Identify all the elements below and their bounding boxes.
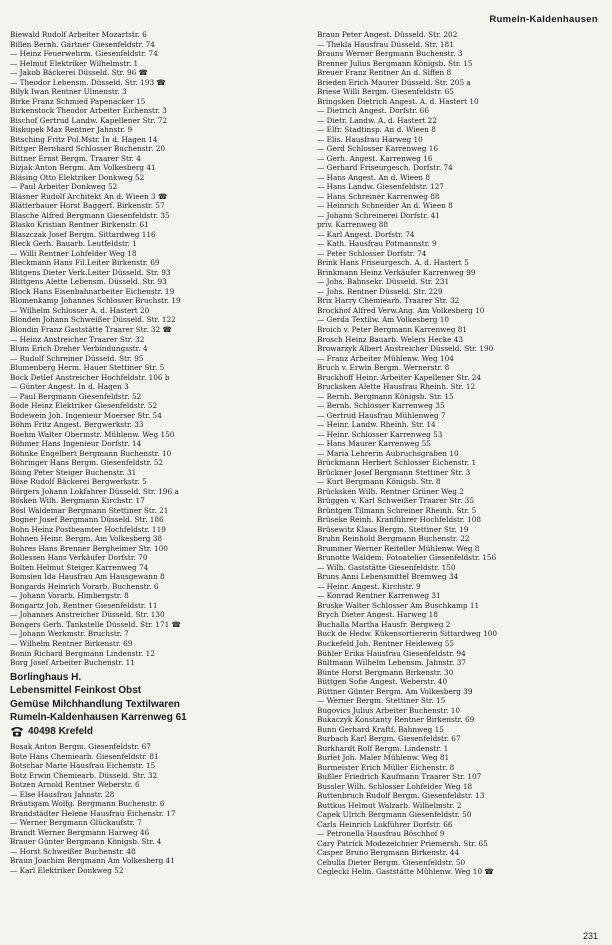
directory-entry: Bongartz Joh. Rentner Giesenfeldstr. 11 xyxy=(10,600,158,610)
directory-entry: Bongers Gerh. Tankstelle Düsseld. Str. 171 ☎ xyxy=(10,619,181,629)
directory-entry: Bohn Heinz Postbeamter Hochfeldstr. 119 xyxy=(10,524,166,534)
directory-entry: Brauer Günter Bergmann Königsb. Str. 4 xyxy=(10,837,162,847)
directory-entry: — Jakob Bäckerei Düsseld. Str. 96 ☎ xyxy=(10,68,148,78)
directory-entry: — Werner Bergm. Stettiner Str. 15 xyxy=(317,696,446,706)
directory-entry: — Maria Lehrerin Aubruchsgraben 10 xyxy=(317,448,459,458)
directory-entry: Bültmann Wilhelm Lebensm. Jahnstr. 37 xyxy=(317,658,467,668)
directory-entry: Brych Dieter Angest. Harweg 18 xyxy=(317,610,438,620)
directory-entry: — Johs. Rentner Düsseld. Str. 229 xyxy=(317,286,443,296)
directory-entry: Brockhof Alfred Verw.Ang. Am Volkesberg 10 xyxy=(317,305,485,315)
directory-entry: Bolten Helmut Steiger Karrenweg 74 xyxy=(10,562,149,572)
right-entries xyxy=(317,30,605,877)
directory-entry: — Hans Angest. An d. Wieen 8 xyxy=(317,172,430,182)
directory-entry: Bomsien Ida Hausfrau Am Hausgewann 8 xyxy=(10,572,165,582)
directory-entry: Bogner Josef Bergmann Düsseld. Str. 186 xyxy=(10,515,164,525)
directory-entry: Bitsching Fritz Pol.Mstr. In d. Hagen 14 xyxy=(10,134,158,144)
directory-entry: Bussler Wilh. Schlosser Lohfelder Weg 18 xyxy=(317,781,473,791)
directory-entry: Bohnen Heinr. Bergm. Am Volkesberg 38 xyxy=(10,534,163,544)
directory-entry: Block Hans Eisenbahnarbeiter Eichenstr. 19 xyxy=(10,286,175,296)
directory-entry: Birkenstock Theodor Arbeiter Eichenstr. 3 xyxy=(10,106,167,116)
directory-entry: — Gerh. Angest. Karrenweg 16 xyxy=(317,153,433,163)
page-header: Rumeln-Kaldenhausen xyxy=(489,14,598,25)
directory-entry: — Johann Schreinerei Dorfstr. 41 xyxy=(317,210,440,220)
left-entries-after-ad xyxy=(10,742,305,875)
directory-entry: Bräutigam Wolfg. Bergmann Buchenstr. 6 xyxy=(10,799,165,809)
directory-entry: — Elis. Hausfrau Harweg 10 xyxy=(317,134,423,144)
directory-entry: Böhringer Hans Bergm. Giesenfeldstr. 52 xyxy=(10,458,164,468)
directory-entry: — Dietr. Landw. A. d. Hastert 22 xyxy=(317,115,437,125)
telephone-icon xyxy=(10,726,24,737)
page-number: 231 xyxy=(582,931,598,941)
directory-entry: Blomenkamp Johannes Schlosser Bruchstr. 19 xyxy=(10,296,181,306)
directory-entry: — Heinr. Schlosser Karrenweg 53 xyxy=(317,429,443,439)
directory-entry: Botschar Marie Hausfrau Eichenstr. 15 xyxy=(10,761,156,771)
directory-entry: Böing Peter Steiger Buchenstr. 31 xyxy=(10,467,137,477)
directory-entry: — Wilhelm Schlosser A. d. Hastert 20 xyxy=(10,305,150,315)
directory-entry: Bote Hans Chemiearb. Giesenfeldstr. 81 xyxy=(10,751,159,761)
directory-entry: Breuer Franz Rentner An d. Siffen 8 xyxy=(317,68,452,78)
directory-entry: Billen Bernh. Gärtner Giesenfeldstr. 74 xyxy=(10,39,155,49)
directory-entry: Büttner Günter Bergm. Am Volkesberg 39 xyxy=(317,686,473,696)
directory-entry: Brüseke Reinh. Kranführer Hochfeldstr. 108 xyxy=(317,515,482,525)
directory-entry: Carls Heinrich Lokführer Dorfstr. 66 xyxy=(317,819,453,829)
directory-entry: Blum Erich Dreher Verbindungsstr. 4 xyxy=(10,344,148,354)
directory-entry: Botzen Arnold Rentner Weberstr. 6 xyxy=(10,780,140,790)
directory-entry: Brandt Werner Bergmann Harweg 46 xyxy=(10,827,150,837)
directory-entry: Brückmann Herbert Schlosser Eichenstr. 1 xyxy=(317,458,477,468)
directory-entry: — Thekla Hausfrau Düsseld. Str. 181 xyxy=(317,39,454,49)
directory-entry: — Kurt Bergmann Königsb. Str. 8 xyxy=(317,477,441,487)
directory-entry: Bruckhoff Heinr. Arbeiter Kapellener Str. 24 xyxy=(317,372,481,382)
directory-entry: Briese Willi Bergm. Giesenfeldstr. 65 xyxy=(317,87,454,97)
directory-entry: — Hans Maurer Karrenweg 55 xyxy=(317,439,431,449)
directory-entry: Blondin Franz Gaststätte Traarer Str. 32 ☎ xyxy=(10,324,172,334)
directory-entry: Blitgens Dieter Verk.Leiter Düsseld. Str. 93 xyxy=(10,267,171,277)
directory-entry: Burkhardt Rolf Bergm. Lindenstr. 1 xyxy=(317,743,449,753)
directory-entry: Burmeister Erich Müller Eichenstr. 8 xyxy=(317,762,455,772)
directory-entry: Bruhn Reinhold Bergmann Buchenstr. 22 xyxy=(317,534,470,544)
directory-entry: Bringsken Dietrich Angest. A. d. Hastert 10 xyxy=(317,96,479,106)
directory-entry: Borg Josef Arbeiter Buchenstr. 11 xyxy=(10,658,135,668)
directory-entry: — Heinrich Schneider An d. Wieen 8 xyxy=(317,201,453,211)
directory-entry: Böhmer Hans Ingenieur Dorfstr. 14 xyxy=(10,439,142,449)
directory-entry: Brückner Josef Bergmann Stettiner Str. 3 xyxy=(317,467,471,477)
directory-entry: Bittger Bernhard Schlosser Buchenstr. 20 xyxy=(10,144,166,154)
directory-entry: Böhnke Engelbert Bergmann Buchenstr. 10 xyxy=(10,448,172,458)
directory-entry: Broich v. Peter Bergmann Karrenweg 81 xyxy=(317,324,467,334)
directory-entry: Browarzyk Albert Anstreicher Düsseld. Str. 190 xyxy=(317,344,494,354)
directory-entry: Bühler Erika Hausfrau Giesenfeldstr. 94 xyxy=(317,648,466,658)
ad-line: Lebensmittel Feinkost Obst xyxy=(10,685,142,697)
directory-entry: — Hans Landw. Giesenfeldstr. 127 xyxy=(317,182,444,192)
directory-entry: Buttkus Helmut Walzarb. Wilhelmstr. 2 xyxy=(317,800,462,810)
directory-entry: Birke Franz Schmied Papenacker 15 xyxy=(10,96,146,106)
directory-entry: Blonden Johann Schweißer Düsseld. Str. 122 xyxy=(10,315,176,325)
directory-entry: — Heinz Anstreicher Traarer Str. 32 xyxy=(10,334,145,344)
directory-entry: Bugovics Julius Arbeiter Buchenstr. 10 xyxy=(317,705,461,715)
directory-entry: — Johann Vorarb. Himbergstr. 8 xyxy=(10,591,129,601)
directory-entry: Brunotte Waldem. Fotoatelier Giesenfeldstr. 156 xyxy=(317,553,497,563)
directory-entry: Brosch Heinz Bauarb. Welers Hecke 43 xyxy=(317,334,464,344)
directory-entry: — Theodor Lebensm. Düsseld. Str. 193 ☎ xyxy=(10,77,166,87)
directory-entry: — Wilh. Gaststätte Giesenfeldstr. 150 xyxy=(317,562,456,572)
directory-entry: Börgers Johann Lokfahrer Düsseld. Str. 196 a xyxy=(10,486,179,496)
directory-entry: — Konrad Rentner Karrenweg 31 xyxy=(317,591,441,601)
directory-entry: Blätterbauer Horst Baggerf. Birkenstr. 57 xyxy=(10,201,165,211)
ad-phone-line xyxy=(10,725,305,739)
directory-entry: Blumenberg Herm. Hauer Stettiner Str. 5 xyxy=(10,363,165,373)
directory-entry: — Heinr. Landw. Rheinh. Str. 14 xyxy=(317,420,436,430)
left-column xyxy=(10,30,305,875)
ad-phone-number: 40498 Krefeld xyxy=(28,725,94,737)
directory-entry: Bruns Anni Lebensmittel Bremweg 34 xyxy=(317,572,459,582)
right-column xyxy=(317,30,605,877)
directory-entry: Bußler Friedrich Kaufmann Traarer Str. 107 xyxy=(317,772,482,782)
directory-entry: Böhm Fritz Angest. Bergwerkstr. 33 xyxy=(10,420,144,430)
directory-entry: Biewald Rudolf Arbeiter Mozartstr. 6 xyxy=(10,30,147,39)
directory-entry: — Karl Angest. Dorfstr. 74 xyxy=(317,229,415,239)
directory-entry: Blasche Alfred Bergmann Giesenfeldstr. 35 xyxy=(10,210,170,220)
directory-entry: — Dietrich Angest. Dorfstr. 66 xyxy=(317,106,429,116)
directory-entry: — Günter Angest. In d. Hagen 3 xyxy=(10,382,129,392)
directory-entry: Braun Joachim Bergmann Am Volkesberg 41 xyxy=(10,856,175,866)
directory-entry: Biskupek Max Rentner Jahnstr. 9 xyxy=(10,125,133,135)
directory-entry: Bongards Heinrich Vorarb. Buchenstr. 6 xyxy=(10,581,159,591)
directory-entry: Bleck Gerh. Bauarb. Leutfeldstr. 1 xyxy=(10,239,137,249)
directory-entry: Brucksken Alette Hausfrau Rheinh. Str. 12 xyxy=(317,382,476,392)
directory-entry: Botz Erwin Chemiearb. Düsseld. Str. 32 xyxy=(10,770,158,780)
directory-entry: — Franz Arbeiter Mühlenw. Weg 104 xyxy=(317,353,454,363)
directory-entry: Bode Heinz Elektriker Giesenfeldstr. 52 xyxy=(10,401,158,411)
directory-entry: Bischof Gertrud Landw. Kapellener Str. 72 xyxy=(10,115,168,125)
directory-entry: Brücksken Wilh. Rentner Grüner Weg 2 xyxy=(317,486,464,496)
directory-entry: — Willi Rentner Lohfelder Weg 18 xyxy=(10,248,137,258)
directory-entry: Bösl Waldemar Bergmann Stettiner Str. 21 xyxy=(10,505,169,515)
directory-entry: — Karl Elektriker Donkweg 52 xyxy=(10,865,124,875)
directory-entry: — Heinr. Angest. Kirchstr. 9 xyxy=(317,581,421,591)
directory-entry: — Else Hausfrau Jahnstr. 28 xyxy=(10,789,115,799)
directory-entry: Cary Patrick Modezeichner Priemersh. Str. 65 xyxy=(317,838,488,848)
directory-entry: Bollessen Hans Verkäufer Dorfstr. 70 xyxy=(10,553,148,563)
directory-entry: — Petronella Hausfrau Böschhof 9 xyxy=(317,829,445,839)
directory-entry: — Gerd Schlosser Karrenweg 16 xyxy=(317,144,439,154)
directory-entry: Boehm Walter Obermstr. Mühlenw. Weg 150 xyxy=(10,429,175,439)
directory-entry: — Gertrud Hausfrau Mühlenweg 7 xyxy=(317,410,446,420)
directory-entry: — Johs. Bahnsekr. Düsseld. Str. 231 xyxy=(317,277,450,287)
directory-entry: Bittner Ernst Bergm. Traarer Str. 4 xyxy=(10,153,141,163)
directory-entry: — Werner Bergmann Glückaufstr. 7 xyxy=(10,818,142,828)
advertisement-block xyxy=(10,668,305,743)
directory-entry: Brenner Julius Bergmann Königsb. Str. 15 xyxy=(317,58,473,68)
directory-entry: Bünte Horst Bergmann Birkenstr. 30 xyxy=(317,667,454,677)
directory-entry: — Gerhard Friseurgesch. Dorfstr. 74 xyxy=(317,163,453,173)
directory-entry: Brieden Erich Maurer Düsseld. Str. 205 a xyxy=(317,77,471,87)
directory-entry: Bonin Richard Bergmann Lindenstr. 12 xyxy=(10,648,155,658)
directory-entry: Buttenbruch Rudolf Bergm. Giesenfeldstr. 13 xyxy=(317,791,485,801)
directory-entry: — Rudolf Schreiner Düsseld. Str. 95 xyxy=(10,353,144,363)
directory-entry: Burbach Karl Bergm. Giesenfeldstr. 67 xyxy=(317,734,461,744)
directory-entry: Brandstädter Helene Hausfrau Eichenstr. 17 xyxy=(10,808,176,818)
directory-entry: Büttgen Sofie Angest. Weberstr. 40 xyxy=(317,677,448,687)
directory-entry: Bock Detlef Anstreicher Hochfeldstr. 106 b xyxy=(10,372,170,382)
directory-entry: Bukaczyk Konstanty Rentner Birkenstr. 69 xyxy=(317,715,475,725)
directory-entry: Brüntgen Tilmann Schreiner Rheinh. Str. 5 xyxy=(317,505,477,515)
directory-entry: — Paul Arbeiter Donkweg 52 xyxy=(10,182,118,192)
directory-entry: Braun Peter Angest. Düsseld. Str. 202 xyxy=(317,30,458,39)
directory-entry: Bösken Wilh. Bergmann Kirchstr. 17 xyxy=(10,496,145,506)
directory-entry: Blasko Kristian Rentner Birkenstr. 61 xyxy=(10,220,149,230)
directory-entry: Bilyk Iwan Rentner Ulmenstr. 3 xyxy=(10,87,127,97)
directory-entry: Bizjak Anton Bergm. Am Volkesberg 41 xyxy=(10,163,156,173)
directory-entry: Blaszczak Josef Bergm. Sittardweg 116 xyxy=(10,229,156,239)
directory-entry: — Helmut Elektriker Wilhelmstr. 1 xyxy=(10,58,139,68)
directory-entry: Buckefeld Joh. Rentner Heideweg 55 xyxy=(317,639,455,648)
directory-entry: Brüsewitz Klaus Bergm. Stettiner Str. 19 xyxy=(317,524,469,534)
directory-entry: — Elfr. Stadtinsp. An d. Wieen 8 xyxy=(317,125,436,135)
directory-entry: Bohres Hans Brenner Bergheimer Str. 100 xyxy=(10,543,168,553)
directory-entry: Brummer Werner Reiteller Mühlenw. Weg 8 xyxy=(317,543,480,553)
directory-entry: Bläsner Rudolf Architekt An d. Wieen 3 ☎ xyxy=(10,191,168,201)
directory-entry: Blittgens Alette Lebensm. Düsseld. Str. 93 xyxy=(10,277,167,287)
directory-entry: — Kath. Hausfrau Potmannstr. 9 xyxy=(317,239,437,249)
directory-entry: Brinkmann Heinz Verkäufer Karrenweg 99 xyxy=(317,267,476,277)
directory-entry: Cebulla Dieter Bergm. Giesenfeldstr. 50 xyxy=(317,857,466,867)
directory-entry: Ceglecki Helm. Gaststätte Mühlenw. Weg 10 ☎ xyxy=(317,867,494,877)
directory-entry: Brink Hans Friseurgesch. A. d. Hastert 5 xyxy=(317,258,469,268)
directory-entry: Bleckmann Hans Fil.Leiter Birkenstr. 69 xyxy=(10,258,160,268)
directory-entry: — Johann Werkmstr. Bruchstr. 7 xyxy=(10,629,129,639)
directory-entry: Brüggen v. Karl Schweißer Traarer Str. 35 xyxy=(317,496,474,506)
directory-entry: Bodewein Joh. Ingenieur Moerser Str. 54 xyxy=(10,410,162,420)
directory-entry: — Bernh. Bergmann Königsb. Str. 15 xyxy=(317,391,454,401)
directory-entry: — Hans Schreiner Karrenweg 88 xyxy=(317,191,440,201)
directory-entry: — Paul Bergmann Giesenfeldstr. 52 xyxy=(10,391,142,401)
directory-entry: Bunn Gerhard Kraftf. Bahnweg 15 xyxy=(317,724,444,734)
left-entries xyxy=(10,30,305,668)
directory-entry: Brauns Werner Bergmann Buchenstr. 3 xyxy=(317,49,463,59)
directory-entry: — Wilhelm Rentner Birkenstr. 69 xyxy=(10,639,133,648)
directory-entry: — Peter Schlosser Dorfstr. 74 xyxy=(317,248,427,258)
ad-line: Borlinghaus H. xyxy=(10,671,82,683)
directory-entry: Bruske Walter Schlosser Am Buschkamp 11 xyxy=(317,600,480,610)
directory-entry: priv. Karrenweg 88 xyxy=(317,220,389,230)
directory-entry: — Johannes Anstreicher Düsseld. Str. 130 xyxy=(10,610,165,620)
directory-entry: Bruch v. Erwin Bergm. Wernerstr. 8 xyxy=(317,363,450,373)
directory-entry: — Bernh. Schlosser Karrenweg 35 xyxy=(317,401,445,411)
directory-entry: — Horst Schweißer Buchenstr. 48 xyxy=(10,846,136,856)
directory-entry: Brix Harry Chemiearb. Traarer Str. 32 xyxy=(317,296,460,306)
directory-entry: Burlet Joh. Maler Mühlenw. Weg 81 xyxy=(317,753,450,763)
directory-entry: Casper Bruno Bergmann Birkenstr. 44 xyxy=(317,848,460,858)
ad-line: Gemüse Milchhandlung Textilwaren xyxy=(10,698,180,710)
directory-entry: Böse Rudolf Bäckerei Bergwerkstr. 5 xyxy=(10,477,147,487)
directory-entry: Bosak Anton Bergm. Giesenfeldstr. 67 xyxy=(10,742,151,752)
directory-entry: Buck de Hedw. Kükensortiererin Sittardweg 100 xyxy=(317,629,498,639)
ad-line: Rumeln-Kaldenhausen Karrenweg 61 xyxy=(10,712,187,724)
directory-entry: — Heinz Feuerwehrm. Giesenfeldstr. 74 xyxy=(10,49,158,59)
directory-entry: Capek Ulrich Bergmann Giesenfeldstr. 50 xyxy=(317,810,472,820)
directory-entry: — Gerda Textilw. Am Volkesberg 10 xyxy=(317,315,450,325)
directory-entry: Buchalla Martha Hausfr. Bergweg 2 xyxy=(317,619,451,629)
directory-entry: Bläsing Otto Elektriker Donkweg 52 xyxy=(10,172,145,182)
